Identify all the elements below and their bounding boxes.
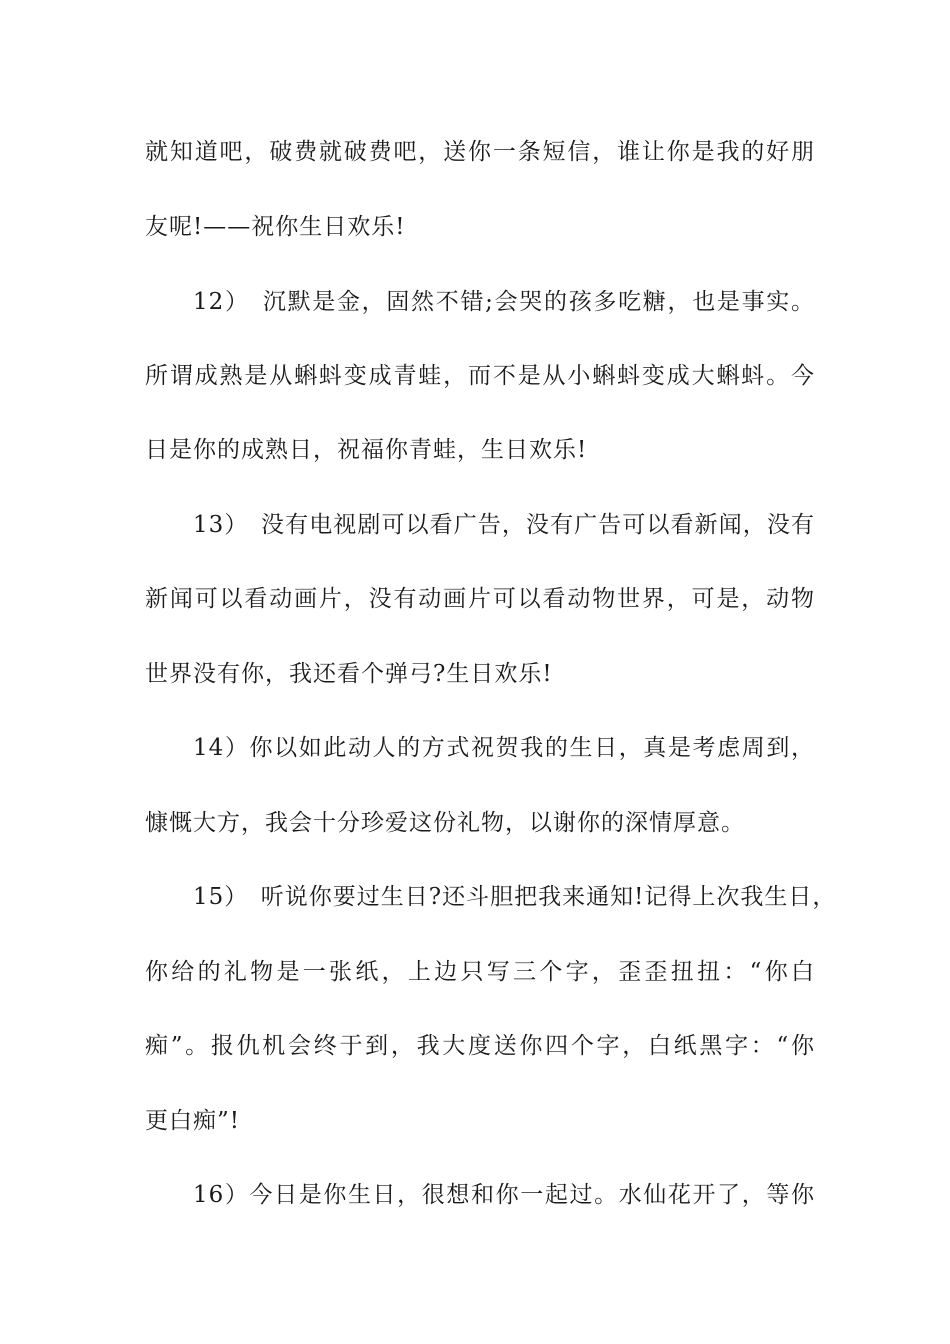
paragraph-13-line-1: 13） 没有电视剧可以看广告，没有广告可以看新闻，没有 xyxy=(193,512,815,538)
paragraph-12-line-3: 日是你的成熟日，祝福你青蛙，生日欢乐! xyxy=(145,437,588,463)
paragraph-13-line-2: 新闻可以看动画片，没有动画片可以看动物世界，可是，动物 xyxy=(145,586,815,612)
paragraph-15-line-2: 你给的礼物是一张纸，上边只写三个字，歪歪扭扭：“你白 xyxy=(145,959,815,985)
paragraph-15-line-4: 更白痴”! xyxy=(145,1108,241,1134)
text-line-1: 就知道吧，破费就破费吧，送你一条短信，谁让你是我的好朋 xyxy=(145,139,815,165)
paragraph-13-line-3: 世界没有你，我还看个弹弓?生日欢乐! xyxy=(145,661,553,687)
paragraph-12-line-1: 12） 沉默是金，固然不错;会哭的孩多吃糖，也是事实。 xyxy=(193,289,815,315)
text-line-2: 友呢!——祝你生日欢乐! xyxy=(145,214,406,240)
paragraph-14-line-1: 14）你以如此动人的方式祝贺我的生日，真是考虑周到， xyxy=(193,735,815,761)
paragraph-15-line-1: 15） 听说你要过生日?还斗胆把我来通知!记得上次我生日， xyxy=(193,884,837,910)
paragraph-16-line-1: 16）今日是你生日，很想和你一起过。水仙花开了，等你 xyxy=(193,1182,815,1208)
paragraph-14-line-2: 慷慨大方，我会十分珍爱这份礼物，以谢你的深情厚意。 xyxy=(145,810,745,836)
paragraph-12-line-2: 所谓成熟是从蝌蚪变成青蛙，而不是从小蝌蚪变成大蝌蚪。今 xyxy=(145,363,815,389)
paragraph-15-line-3: 痴”。报仇机会终于到，我大度送你四个字，白纸黑字：“你 xyxy=(145,1033,815,1059)
